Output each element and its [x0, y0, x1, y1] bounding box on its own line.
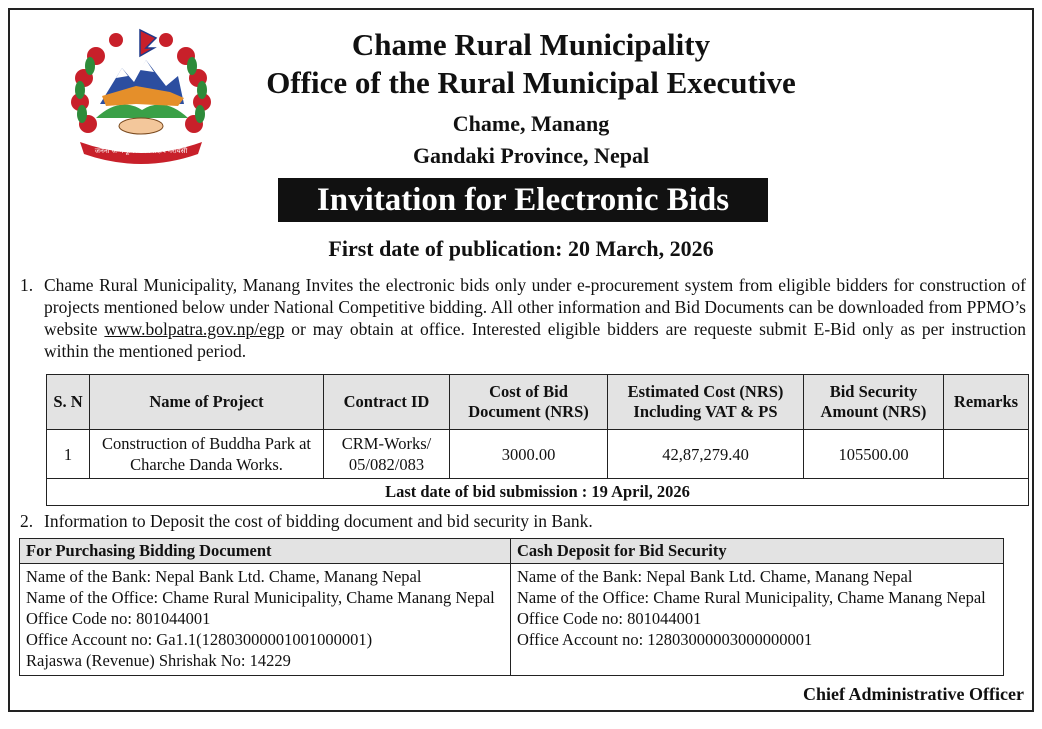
cell-bid-doc-cost: 3000.00	[450, 430, 608, 479]
ppmo-website-link[interactable]: www.bolpatra.gov.np/egp	[104, 319, 285, 339]
office-account-line: Office Account no: 12803000003000000001	[517, 630, 813, 649]
header-bid-security: Bid Security Amount (NRS)	[804, 375, 944, 430]
revenue-line: Rajaswa (Revenue) Shrishak No: 14229	[26, 651, 291, 670]
paragraph-number: 1.	[20, 275, 34, 295]
office-location: Chame, Manang	[452, 111, 610, 136]
last-date-row	[47, 479, 1029, 506]
bids-table	[46, 374, 1029, 506]
letterhead	[10, 26, 1032, 172]
header-bid-doc-cost: Cost of Bid Document (NRS)	[450, 375, 608, 430]
office-name-line: Name of the Office: Chame Rural Municipality, Chame Manang Nepal	[26, 588, 495, 607]
municipality-name: Chame Rural Municipality	[351, 27, 711, 62]
bank-deposit-table	[19, 538, 1004, 676]
office-code-line: Office Code no: 801044001	[26, 609, 211, 628]
office-province: Gandaki Province, Nepal	[412, 143, 650, 168]
header-project-name: Name of Project	[90, 375, 324, 430]
office-name: Office of the Rural Municipal Executive	[266, 65, 796, 100]
table-header-row	[47, 375, 1029, 430]
purchasing-document-details	[20, 564, 511, 676]
header-contract-id: Contract ID	[324, 375, 450, 430]
header-estimated-cost: Estimated Cost (NRS) Including VAT & PS	[608, 375, 804, 430]
paragraph-text-part: Chame Rural Municipality, Manang Invites the electronic bids only under e-procurement system from eligible bidders for construction of projects mentioned below under National Competitive bidding. All other information and Bid Documents can be downloaded from PPMO’s website	[44, 275, 1026, 339]
header-remarks: Remarks	[944, 375, 1029, 430]
paragraph-number: 2.	[20, 511, 34, 531]
paragraph-2	[20, 510, 1026, 532]
header-cash-deposit: Cash Deposit for Bid Security	[511, 539, 1004, 564]
paragraph-text: Information to Deposit the cost of bidding document and bid security in Bank.	[44, 511, 593, 531]
signatory-title: Chief Administrative Officer	[803, 684, 1024, 704]
office-account-line: Office Account no: Ga1.1(12803000001001000001)	[26, 630, 373, 649]
table-header-row	[20, 539, 1004, 564]
table-row	[47, 430, 1029, 479]
paragraph-1	[20, 274, 1026, 362]
header-sn: S. N	[47, 375, 90, 430]
cell-sn: 1	[47, 430, 90, 479]
cell-remarks	[944, 430, 1029, 479]
office-code-line: Office Code no: 801044001	[517, 609, 702, 628]
cell-contract-id: CRM-Works/ 05/082/083	[324, 430, 450, 479]
header-purchasing-document: For Purchasing Bidding Document	[20, 539, 511, 564]
publication-date: First date of publication: 20 March, 2026	[328, 236, 714, 261]
cell-project-name: Construction of Buddha Park at Charche Danda Works.	[90, 430, 324, 479]
cash-deposit-details	[511, 564, 1004, 676]
cell-bid-security: 105500.00	[804, 430, 944, 479]
emblem-motto: जननी जन्मभूमिश्च स्वर्गादपि गरीयसी	[94, 147, 188, 155]
paragraph-text	[44, 274, 1026, 362]
last-date-of-submission: Last date of bid submission : 19 April, 2026	[47, 479, 1029, 506]
office-name-line: Name of the Office: Chame Rural Municipality, Chame Manang Nepal	[517, 588, 986, 607]
paragraph-text-part: or may obtain at office. Interested eligible bidders are requeste submit E-Bid only as per instruction within the mentioned period.	[44, 319, 1026, 361]
bank-name-line: Name of the Bank: Nepal Bank Ltd. Chame, Manang Nepal	[26, 567, 422, 586]
cell-estimated-cost: 42,87,279.40	[608, 430, 804, 479]
table-row	[20, 564, 1004, 676]
notice-title: Invitation for Electronic Bids	[278, 178, 768, 222]
notice-page	[8, 8, 1034, 712]
bank-name-line: Name of the Bank: Nepal Bank Ltd. Chame, Manang Nepal	[517, 567, 913, 586]
